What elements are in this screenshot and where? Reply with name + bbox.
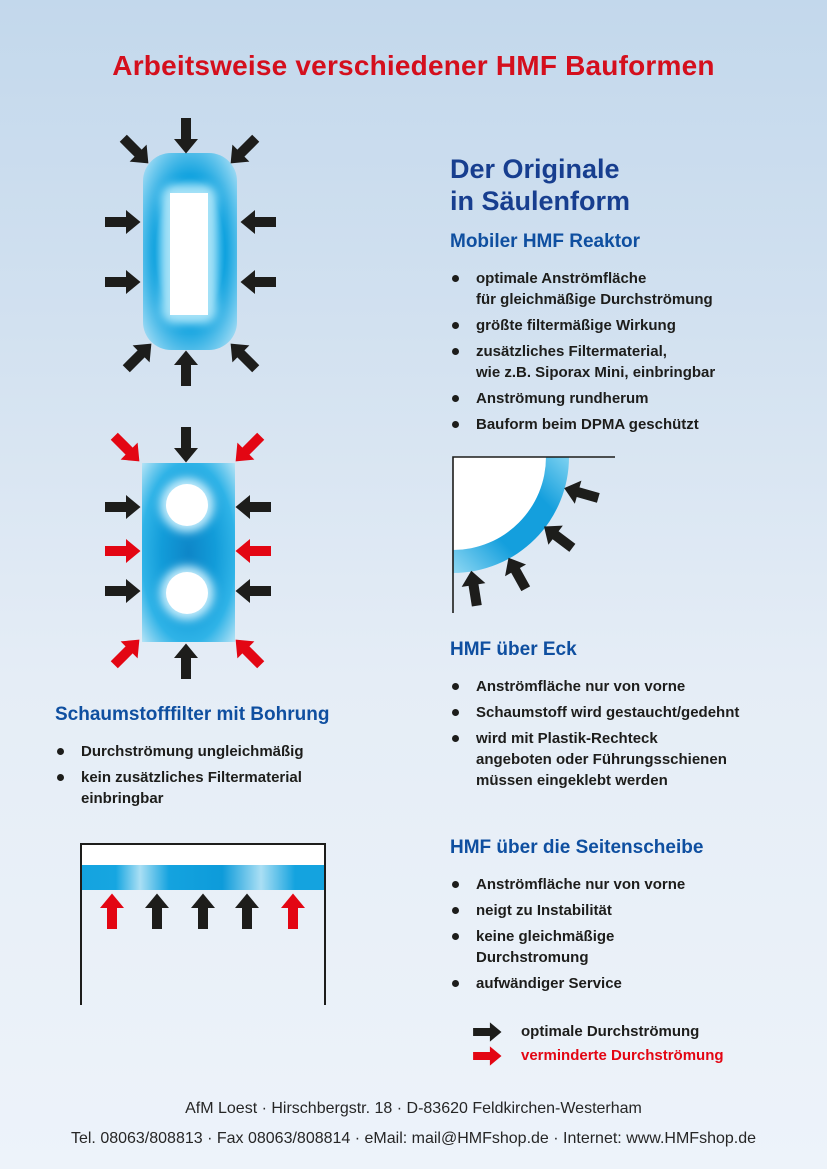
reduced-flow-arrow bbox=[105, 539, 141, 563]
section-bohrung bbox=[55, 703, 415, 814]
bullet-dot bbox=[452, 709, 459, 716]
column-filter-diagram bbox=[95, 112, 285, 402]
bullet-item bbox=[450, 676, 822, 697]
section-main-heading bbox=[450, 153, 822, 217]
section-heading: HMF über Eck bbox=[450, 639, 577, 660]
bullet-item bbox=[450, 315, 822, 336]
optimal-flow-arrow bbox=[561, 477, 602, 510]
bullet-item bbox=[450, 874, 822, 895]
bullet-list-bohrung bbox=[55, 741, 415, 809]
bullet-dot bbox=[452, 907, 459, 914]
reduced-flow-arrow bbox=[281, 894, 305, 930]
optimal-flow-arrow bbox=[174, 351, 198, 387]
bullet-text: kein zusätzliches Filtermaterial einbringbar bbox=[81, 769, 302, 807]
bullet-text: Bauform beim DPMA geschützt bbox=[476, 416, 699, 433]
optimal-flow-arrow bbox=[235, 894, 259, 930]
bullet-item bbox=[55, 741, 415, 762]
optimal-flow-arrow bbox=[241, 210, 277, 234]
bullet-dot bbox=[452, 933, 459, 940]
heading-line-1: Der Originale bbox=[450, 154, 620, 184]
bullet-list-saeulenform bbox=[450, 268, 822, 435]
corner-filter-diagram bbox=[445, 448, 635, 623]
optimal-flow-arrow bbox=[105, 210, 141, 234]
bullet-text: Durchströmung ungleichmäßig bbox=[81, 743, 304, 760]
section-seitenscheibe bbox=[450, 836, 822, 999]
bullet-dot bbox=[57, 748, 64, 755]
optimal-flow-arrow bbox=[236, 579, 272, 603]
drilled-filter-diagram bbox=[95, 418, 295, 703]
bullet-text: wird mit Plastik-Rechteck angeboten oder Führungsschienen müssen eingeklebt werden bbox=[476, 730, 727, 789]
filter-core-slot bbox=[170, 193, 208, 315]
bullet-item bbox=[450, 900, 822, 921]
drill-hole bbox=[166, 484, 208, 526]
bullet-item bbox=[450, 926, 822, 968]
optimal-flow-arrow-icon bbox=[473, 1022, 502, 1042]
bullet-item bbox=[450, 702, 822, 723]
bullet-dot bbox=[452, 322, 459, 329]
section-subheading: Mobiler HMF Reaktor bbox=[450, 231, 641, 252]
bullet-list-eck bbox=[450, 676, 822, 791]
drill-hole bbox=[166, 572, 208, 614]
bullet-dot bbox=[452, 881, 459, 888]
legend-label-reduced: verminderte Durchströmung bbox=[521, 1047, 724, 1064]
optimal-flow-arrow bbox=[105, 495, 141, 519]
section-heading: HMF über die Seitenscheibe bbox=[450, 837, 704, 858]
foam-filter-band bbox=[82, 865, 324, 890]
bullet-dot bbox=[452, 421, 459, 428]
optimal-flow-arrow bbox=[473, 1022, 501, 1041]
optimal-flow-arrow bbox=[241, 270, 277, 294]
page-title: Arbeitsweise verschiedener HMF Bauformen bbox=[112, 50, 715, 81]
reduced-flow-arrow bbox=[106, 428, 148, 470]
footer-address: AfM Loest · Hirschbergstr. 18 · D-83620 Feldkirchen-Westerham bbox=[185, 1100, 642, 1117]
legend-item-reduced bbox=[473, 1044, 724, 1067]
reduced-flow-arrow bbox=[100, 894, 124, 930]
bullet-text: zusätzliches Filtermaterial, wie z.B. Siporax Mini, einbringbar bbox=[476, 343, 716, 381]
footer-contact: Tel. 08063/808813 · Fax 08063/808814 · eMail: mail@HMFshop.de · Internet: www.HMFshop.de bbox=[70, 1130, 757, 1147]
bullet-dot bbox=[57, 774, 64, 781]
bullet-item bbox=[450, 973, 822, 994]
bullet-dot bbox=[452, 395, 459, 402]
section-eck bbox=[450, 638, 822, 796]
bullet-text: Anströmung rundherum bbox=[476, 390, 649, 407]
reduced-flow-arrow-icon bbox=[473, 1046, 502, 1066]
optimal-flow-arrow bbox=[145, 894, 169, 930]
bullet-list-seitenscheibe bbox=[450, 874, 822, 994]
bullet-dot bbox=[452, 735, 459, 742]
bullet-item bbox=[55, 767, 415, 809]
optimal-flow-arrow bbox=[105, 270, 141, 294]
bullet-dot bbox=[452, 683, 459, 690]
optimal-flow-arrow bbox=[191, 894, 215, 930]
optimal-flow-arrow bbox=[459, 569, 488, 608]
optimal-flow-arrow bbox=[236, 495, 272, 519]
reduced-flow-arrow bbox=[236, 539, 272, 563]
legend-item-optimal bbox=[473, 1020, 724, 1043]
bullet-dot bbox=[452, 275, 459, 282]
bullet-text: optimale Anströmfläche für gleichmäßige Durchströmung bbox=[476, 270, 713, 308]
optimal-flow-arrow bbox=[174, 644, 198, 680]
bullet-item bbox=[450, 341, 822, 383]
reduced-flow-arrow bbox=[473, 1046, 501, 1065]
optimal-flow-arrow bbox=[105, 579, 141, 603]
flow-legend bbox=[473, 1020, 724, 1068]
bullet-text: Schaumstoff wird gestaucht/gedehnt bbox=[476, 704, 740, 721]
side-pane-filter-diagram bbox=[78, 838, 330, 1010]
bullet-dot bbox=[452, 348, 459, 355]
footer bbox=[0, 1094, 827, 1154]
bullet-item bbox=[450, 268, 822, 310]
bullet-item bbox=[450, 414, 822, 435]
bullet-text: aufwändiger Service bbox=[476, 975, 622, 992]
bullet-text: keine gleichmäßige Durchstromung bbox=[476, 928, 615, 966]
water-gap bbox=[82, 845, 324, 866]
bullet-text: neigt zu Instabilität bbox=[476, 902, 612, 919]
heading-line-2: in Säulenform bbox=[450, 186, 631, 216]
bullet-dot bbox=[452, 980, 459, 987]
bullet-item bbox=[450, 728, 822, 791]
legend-label-optimal: optimale Durchströmung bbox=[521, 1023, 700, 1040]
optimal-flow-arrow bbox=[174, 427, 198, 463]
reduced-flow-arrow bbox=[106, 631, 148, 673]
bullet-item bbox=[450, 388, 822, 409]
section-saeulenform bbox=[450, 153, 822, 440]
optimal-flow-arrow bbox=[174, 118, 198, 154]
bullet-text: größte filtermäßige Wirkung bbox=[476, 317, 676, 334]
section-heading: Schaumstofffilter mit Bohrung bbox=[55, 704, 330, 725]
bullet-text: Anströmfläche nur von vorne bbox=[476, 876, 686, 893]
bullet-text: Anströmfläche nur von vorne bbox=[476, 678, 686, 695]
